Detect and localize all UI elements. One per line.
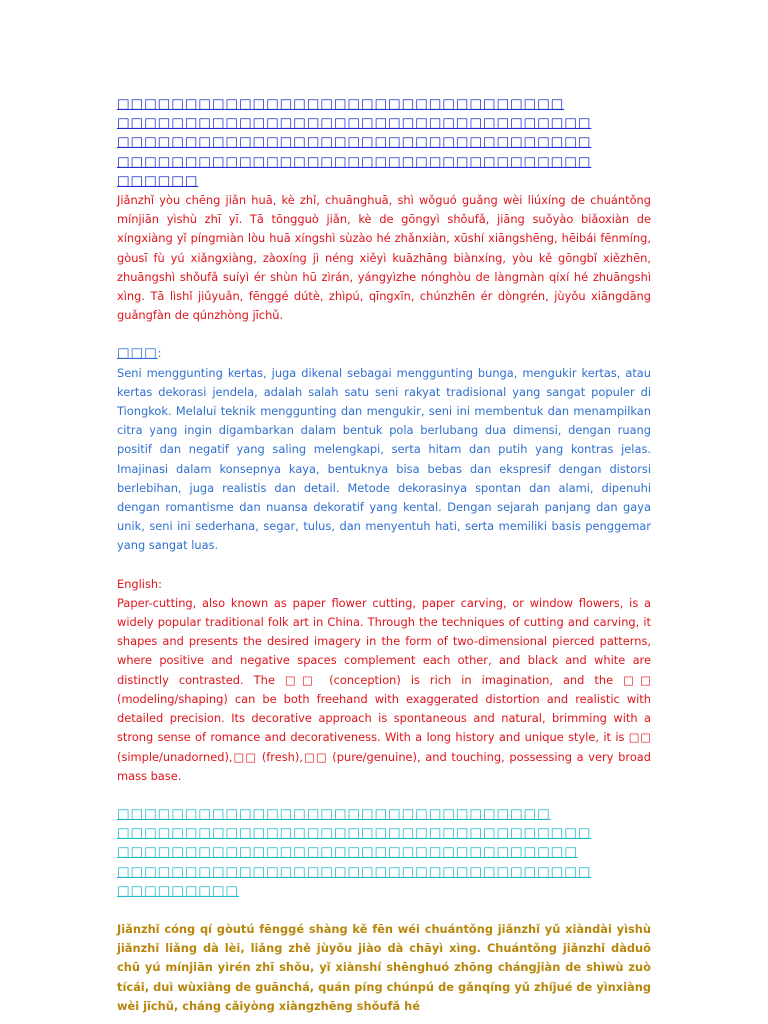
chinese-line: □□□□□□□□□□□□□□□□□□□□□□□□□□□□□□□□□□□ xyxy=(117,154,592,170)
indonesian-heading xyxy=(117,344,651,363)
spacer xyxy=(117,786,651,805)
chinese-line: □□□□□□□□□□□□□□□□□□□□□□□□□□□□□□□□□□□ xyxy=(117,864,592,880)
chinese-line: □□□□□□□□□□□□□□□□□□□□□□□□□□□□□□□□□□ xyxy=(117,845,578,861)
chinese-line: □□□□□□□□□□□□□□□□□□□□□□□□□□□□□□□□ xyxy=(117,806,551,822)
indonesian-paragraph: Seni menggunting kertas, juga dikenal sebagai menggunting bunga, mengukir kertas, atau kertas dekorasi jendela, adalah salah satu seni rakyat tradisional yang sangat populer di Tiongkok. Melalui teknik menggunting dan mengukir, seni ini membentuk dan menampilkan citra yang ingin digambarkan dalam bentuk pola berlubang dua dimensi, dengan ruang positif dan negatif yang saling melengkapi, serta hitam dan putih yang kontras jelas. Imajinasi dalam konsepnya kaya, bentuknya bisa bebas dan ekspresif dengan distorsi berlebihan, juga realistis dan detail. Metode dekorasinya spontan dan alami, dipenuhi dengan romantisme dan nuansa dekoratif yang kental. Dengan sejarah panjang dan gaya unik, seni ini sederhana, segar, tulus, dan menyentuh hati, serta memiliki basis penggemar yang sangat luas. xyxy=(117,365,651,553)
document-page xyxy=(117,95,651,1016)
pinyin-paragraph-2: Jiǎnzhǐ cóng qí gòutú fēnggé shàng kě fēn wéi chuántǒng jiǎnzhǐ yǔ xiàndài yìshù jiǎnzhǐ liǎng dà lèi, liǎng zhě jùyǒu jiào dà chāyì xìng. Chuántǒng jiǎnzhǐ dàduō chū yú mínjiān yìrén zhī shǒu, yǐ xiànshí shēnghuó zhōng chángjiàn de shìwù zuò tícái, duì wùxiàng de guānchá, quán píng chúnpú de gǎnqíng yǔ zhíjué de yìnxiàng wèi jīchǔ, cháng cǎiyòng xiàngzhēng shǒufǎ hé xyxy=(117,921,651,1013)
spacer xyxy=(117,556,651,575)
spacer xyxy=(117,325,651,344)
chinese-line: □□□□□□□□□□□□□□□□□□□□□□□□□□□□□□□□□□□ xyxy=(117,135,592,151)
english-paragraph: Paper-cutting, also known as paper flower cutting, paper carving, or window flowers, is a widely popular traditional folk art in China. Through the techniques of cutting and carving, it shapes and presents the desired imagery in the form of two-dimensional pierced patterns, where positive and negative spaces complement each other, and black and white are distinctly contrasted. The □□ (conception) is rich in imagination, and the □□ (modeling/shaping) can be both freehand with exaggerated distortion and realistic with detailed precision. Its decorative approach is spontaneous and natural, brimming with a strong sense of romance and decorativeness. With a long history and unique style, it is □□ (simple/unadorned),□□ (fresh),□□ (pure/genuine), and touching, possessing a very broad mass base. xyxy=(117,595,651,783)
english-heading: English: xyxy=(117,576,162,591)
pinyin-paragraph-1: Jiǎnzhǐ yòu chēng jiǎn huā, kè zhǐ, chuānghuā, shì wǒguó guǎng wèi liúxíng de chuántǒng mínjiān yìshù zhī yī. Tā tōngguò jiǎn, kè de gōngyì shǒufǎ, jiāng suǒyào biǎoxiàn de xíngxiàng yǐ píngmiàn lòu huā xíngshì sùzào hé zhǎnxiàn, xūshí xiāngshēng, hēibái fēnmíng, gòusī fù yú xiǎngxiàng, zàoxíng jì néng xiěyì kuāzhāng biànxíng, yòu kě gōngbǐ xiězhēn, zhuāngshì shǒufǎ suíyì ér shùn hū zìrán, yángyìzhe nónghòu de làngmàn qíxí hé zhuāngshì xìng. Tā lìshǐ jiǔyuǎn, fēnggé dútè, zhìpú, qīngxīn, chúnzhēn ér dòngrén, jùyǒu xiāngdāng guǎngfàn de qúnzhòng jīchǔ. xyxy=(117,193,651,323)
chinese-line: □□□□□□□□□ xyxy=(117,883,239,899)
chinese-line: □□□□□□□□□□□□□□□□□□□□□□□□□□□□□□□□□□□ xyxy=(117,116,592,132)
chinese-second-text xyxy=(117,805,651,901)
chinese-line: □□□□□□□□□□□□□□□□□□□□□□□□□□□□□□□□□□□ xyxy=(117,826,592,842)
chinese-original-text xyxy=(117,95,651,191)
indonesian-heading-colon: : xyxy=(157,346,162,361)
chinese-line: □□□□□□ xyxy=(117,173,199,189)
indonesian-heading-label: □□□ xyxy=(117,346,158,362)
chinese-line: □□□□□□□□□□□□□□□□□□□□□□□□□□□□□□□□□ xyxy=(117,97,565,112)
spacer xyxy=(117,901,651,920)
